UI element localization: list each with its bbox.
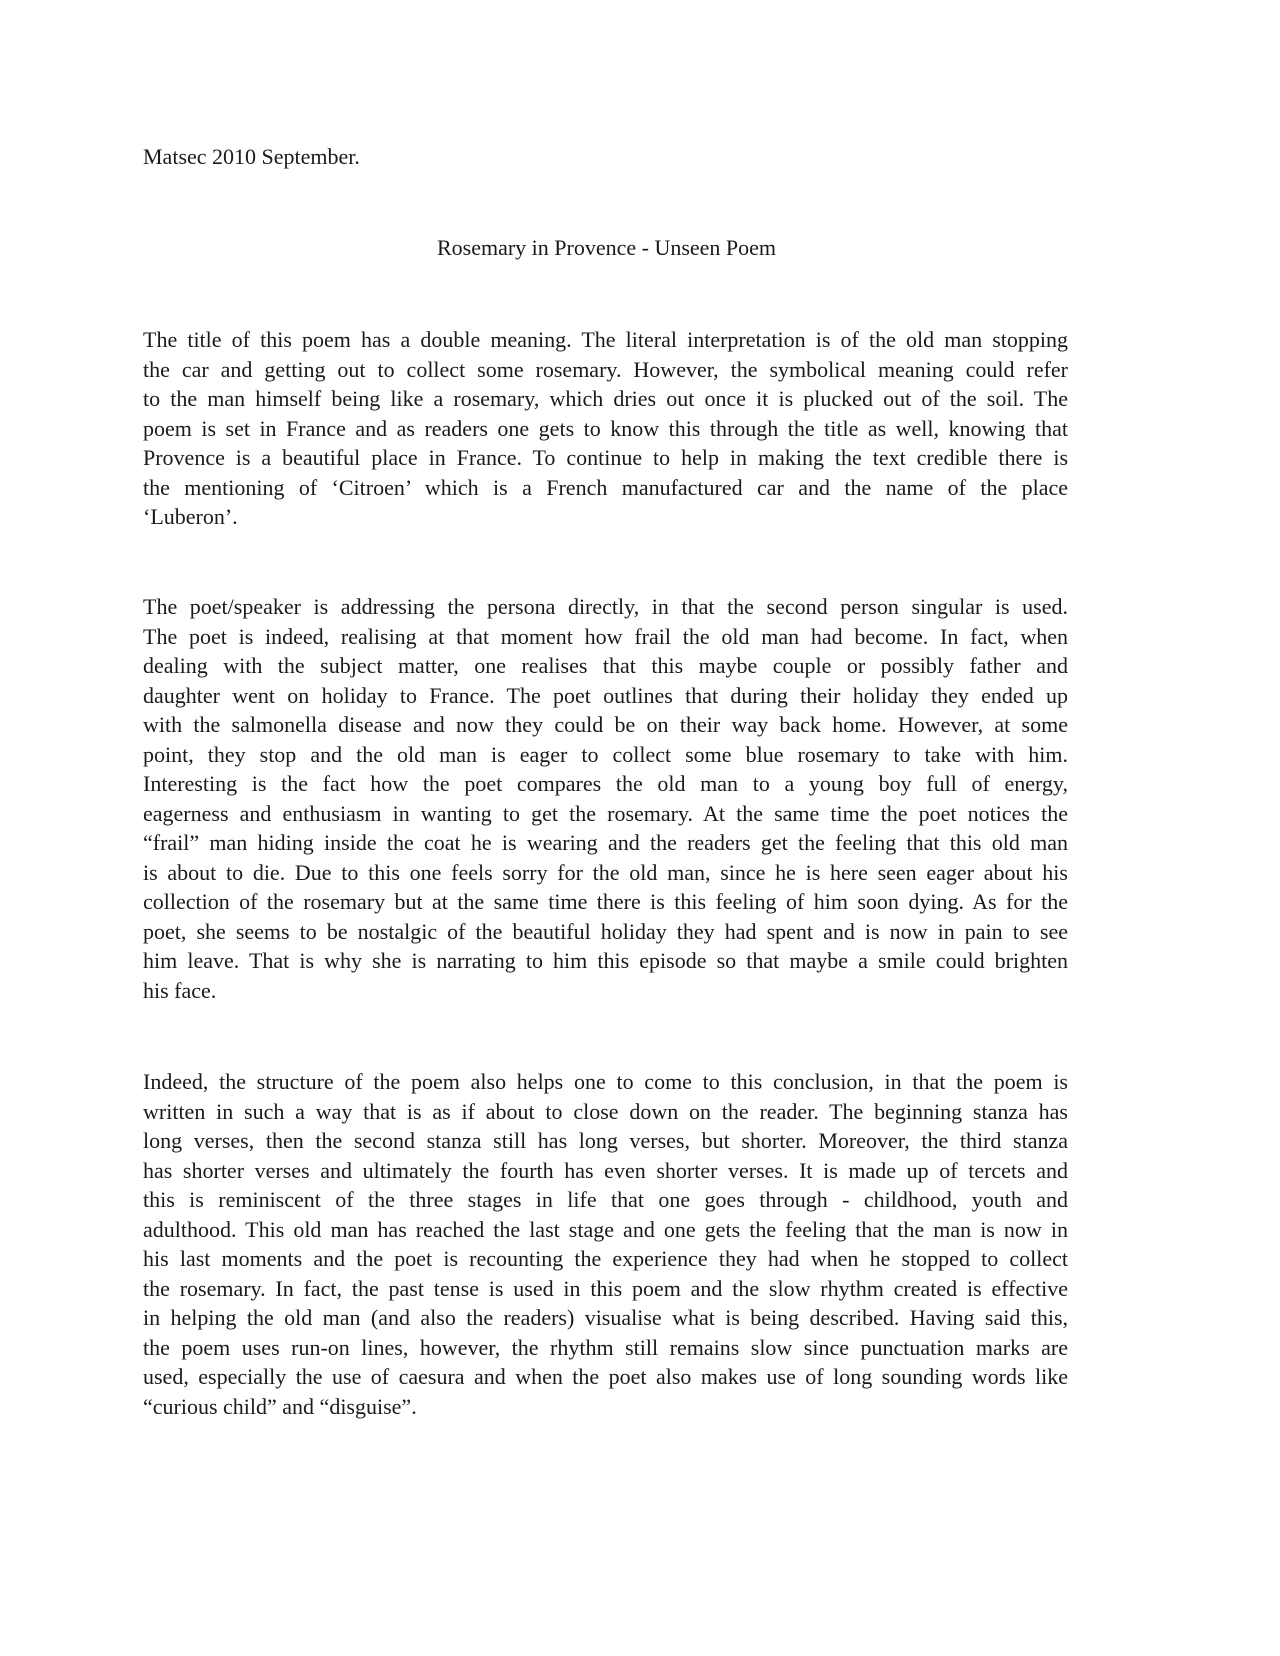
text-line: him leave. That is why she is narrating to him this episode so that maybe a smile could brighten xyxy=(143,948,1068,973)
text-line: The poet/speaker is addressing the persona directly, in that the second person singular is used. xyxy=(143,594,1068,619)
text-line: The title of this poem has a double meaning. The literal interpretation is of the old man stopping xyxy=(143,327,1068,352)
text-line: ‘Luberon’. xyxy=(143,504,238,529)
text-line: in helping the old man (and also the readers) visualise what is being described. Having said this, xyxy=(143,1305,1068,1330)
text-line: has shorter verses and ultimately the fourth has even shorter verses. It is made up of tercets and xyxy=(143,1157,1068,1183)
text-line: Provence is a beautiful place in France. To continue to help in making the text credible there is xyxy=(143,445,1068,470)
text-line: dealing with the subject matter, one realises that this maybe couple or possibly father and xyxy=(143,653,1068,678)
text-line: the car and getting out to collect some rosemary. However, the symbolical meaning could refer xyxy=(143,356,1068,382)
text-line: his face. xyxy=(143,977,217,1003)
document-title: Rosemary in Provence - Unseen Poem xyxy=(436,235,777,260)
text-line: this is reminiscent of the three stages in life that one goes through - childhood, youth and xyxy=(143,1187,1068,1212)
text-line: eagerness and enthusiasm in wanting to get the rosemary. At the same time the poet notices the xyxy=(143,800,1068,826)
text-line: daughter went on holiday to France. The poet outlines that during their holiday they ended up xyxy=(143,682,1068,708)
text-line: point, they stop and the old man is eager to collect some blue rosemary to take with him. xyxy=(143,741,1068,767)
text-line: “frail” man hiding inside the coat he is wearing and the readers get the feeling that this old man xyxy=(143,830,1068,855)
text-line: Interesting is the fact how the poet compares the old man to a young boy full of energy, xyxy=(143,771,1068,796)
text-line: adulthood. This old man has reached the last stage and one gets the feeling that the man is now in xyxy=(143,1216,1068,1242)
text-line: “curious child” and “disguise”. xyxy=(143,1393,417,1419)
text-line: poet, she seems to be nostalgic of the beautiful holiday they had spent and is now in pain to see xyxy=(143,918,1068,944)
text-line: used, especially the use of caesura and when the poet also makes use of long sounding words like xyxy=(143,1364,1068,1389)
paragraph-2 xyxy=(143,592,1068,1005)
document-header: Matsec 2010 September. xyxy=(143,144,360,169)
paragraph-1 xyxy=(143,325,1068,532)
text-line: the rosemary. In fact, the past tense is used in this poem and the slow rhythm created is effective xyxy=(143,1275,1068,1301)
text-line: to the man himself being like a rosemary, which dries out once it is plucked out of the soil. The xyxy=(143,386,1068,411)
paragraph-3 xyxy=(143,1067,1068,1421)
text-line: Indeed, the structure of the poem also helps one to come to this conclusion, in that the poem is xyxy=(143,1069,1068,1094)
text-line: with the salmonella disease and now they could be on their way back home. However, at some xyxy=(143,712,1068,737)
text-line: long verses, then the second stanza still has long verses, but shorter. Moreover, the third stanza xyxy=(143,1128,1068,1153)
text-line: the poem uses run-on lines, however, the rhythm still remains slow since punctuation marks are xyxy=(143,1334,1068,1360)
text-line: poem is set in France and as readers one gets to know this through the title as well, knowing that xyxy=(143,415,1068,441)
text-line: collection of the rosemary but at the same time there is this feeling of him soon dying. As for the xyxy=(143,889,1068,914)
text-line: The poet is indeed, realising at that moment how frail the old man had become. In fact, when xyxy=(143,623,1068,649)
text-line: the mentioning of ‘Citroen’ which is a French manufactured car and the name of the place xyxy=(143,474,1068,500)
text-line: is about to die. Due to this one feels sorry for the old man, since he is here seen eager about his xyxy=(143,859,1068,885)
text-line: written in such a way that is as if about to close down on the reader. The beginning stanza has xyxy=(143,1098,1068,1124)
text-line: his last moments and the poet is recounting the experience they had when he stopped to collect xyxy=(143,1246,1068,1271)
